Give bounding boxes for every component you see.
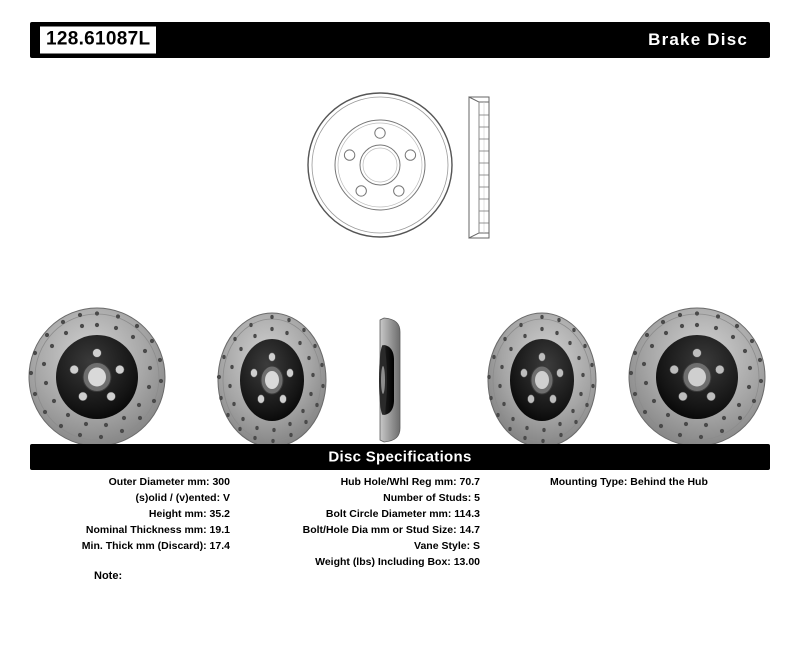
- spec-outer-diameter: Outer Diameter mm: 300: [108, 476, 230, 488]
- spec-panel-title: Disc Specifications: [328, 448, 472, 466]
- spec-bolt-hole-dia: Bolt/Hole Dia mm or Stud Size: 14.7: [302, 524, 480, 536]
- spec-bolt-circle-diameter: Bolt Circle Diameter mm: 114.3: [325, 508, 480, 520]
- figure-area: [0, 60, 800, 440]
- figure-top-face: [300, 85, 460, 245]
- figure-view-4: [477, 310, 607, 450]
- spec-hub-hole: Hub Hole/Whl Reg mm: 70.7: [340, 476, 480, 488]
- figure-view-5: [625, 305, 770, 450]
- spec-number-of-studs: Number of Studs: 5: [383, 492, 480, 504]
- figure-view-2: [207, 310, 337, 450]
- spec-panel-header: [30, 444, 770, 470]
- note-label: Note:: [94, 570, 123, 582]
- part-number-label: 128.61087L: [40, 27, 156, 54]
- spec-column-right: [550, 474, 770, 490]
- spec-column-middle: [245, 474, 480, 570]
- header-bar: [30, 22, 770, 58]
- figure-view-1: [25, 305, 170, 450]
- spec-column-left: [30, 474, 230, 554]
- spec-nominal-thickness: Nominal Thickness mm: 19.1: [85, 524, 230, 536]
- spec-height: Height mm: 35.2: [148, 508, 230, 520]
- page-title: Brake Disc: [648, 30, 748, 49]
- spec-min-thickness: Min. Thick mm (Discard): 17.4: [81, 540, 230, 552]
- figure-top-edge: [455, 85, 503, 250]
- spec-weight: Weight (lbs) Including Box: 13.00: [315, 556, 480, 568]
- spec-vane-style: Vane Style: S: [414, 540, 480, 552]
- figure-view-3: [370, 310, 420, 450]
- note-row: [94, 570, 122, 582]
- spec-solid-vented: (s)olid / (v)ented: V: [135, 492, 230, 504]
- spec-mounting-type: Mounting Type: Behind the Hub: [550, 476, 708, 488]
